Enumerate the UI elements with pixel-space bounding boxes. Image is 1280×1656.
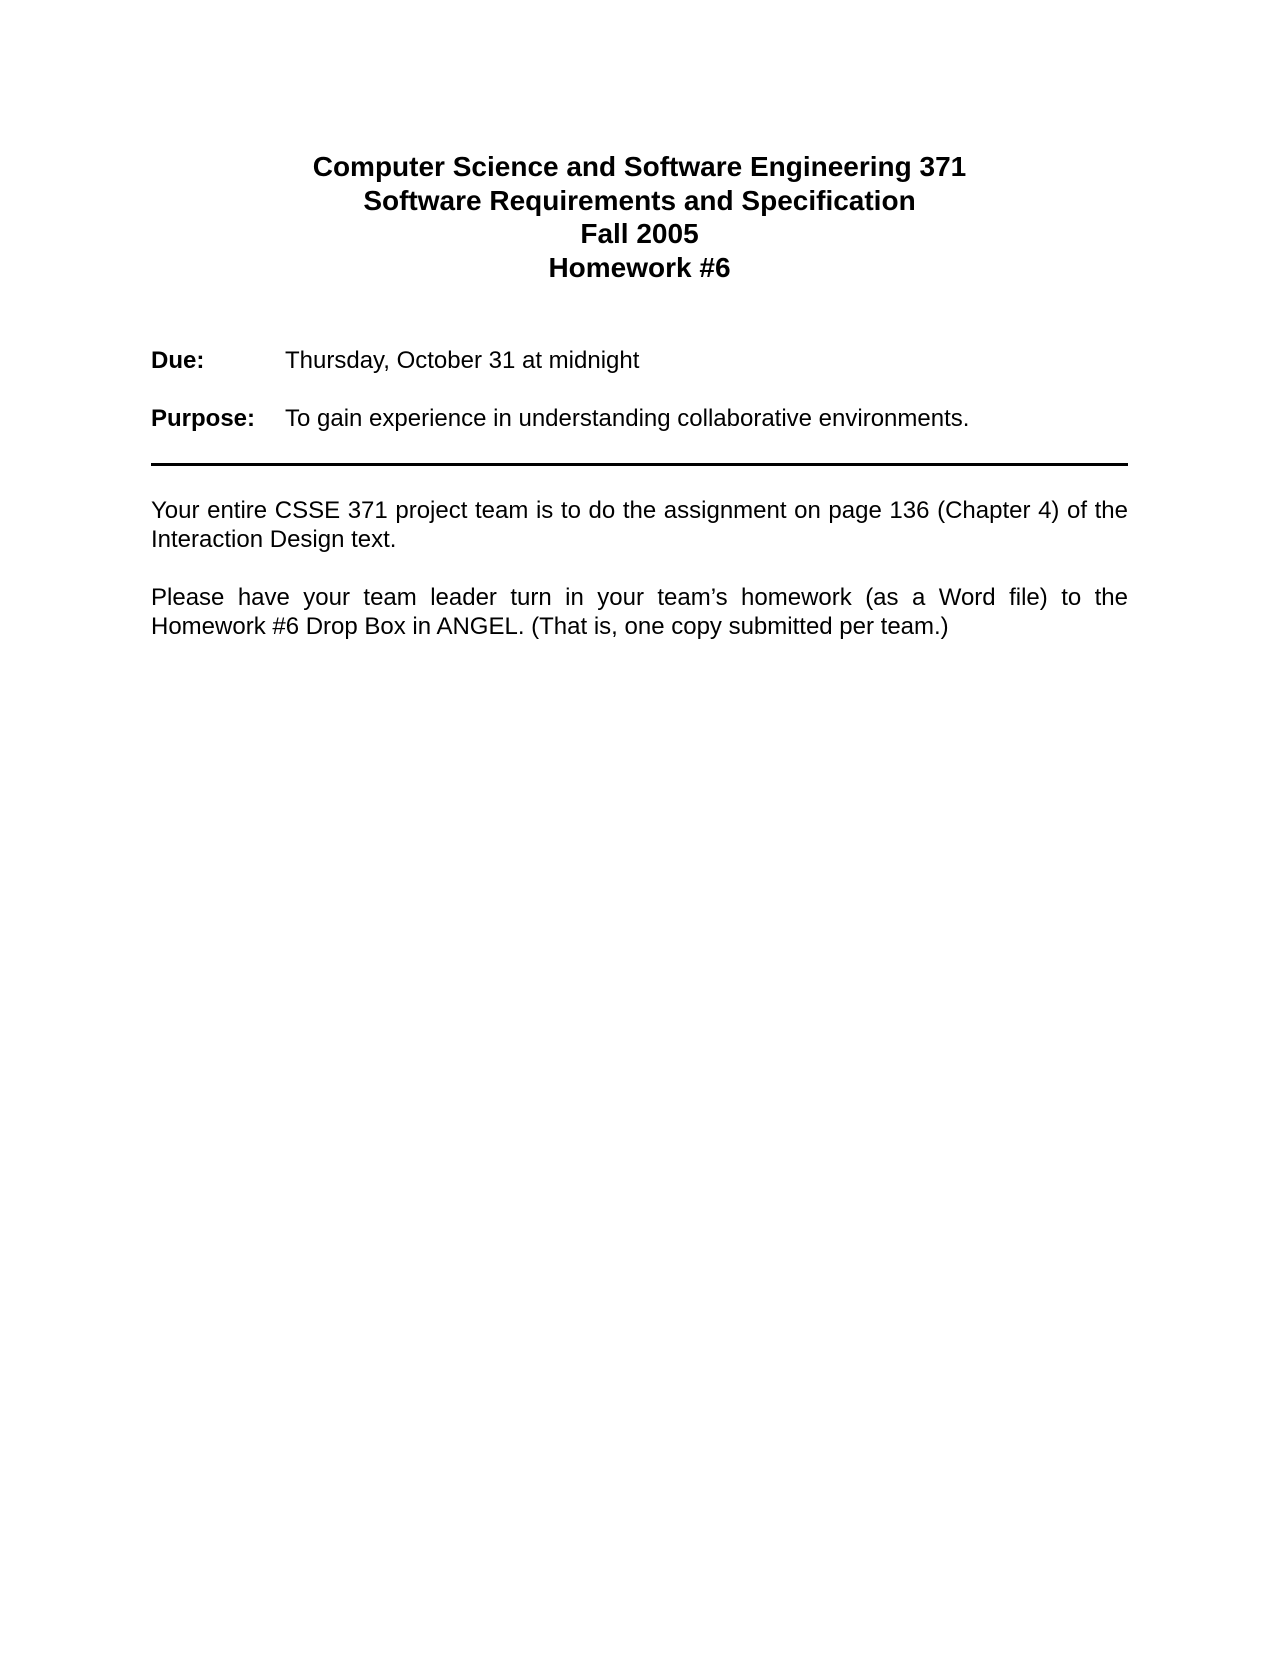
course-title: Computer Science and Software Engineering 371 — [312, 151, 967, 182]
document-title-block — [151, 150, 1128, 284]
course-subtitle: Software Requirements and Specification — [363, 184, 916, 216]
submission-paragraph: Please have your team leader turn in your team’s homework (as a Word file) to the Homework #6 Drop Box in ANGEL. (That is, one copy submitted per team.) — [151, 584, 1128, 640]
due-value: Thursday, October 31 at midnight — [285, 347, 640, 374]
due-label: Due: — [151, 347, 205, 374]
purpose-label: Purpose: — [151, 405, 256, 432]
term: Fall 2005 — [580, 218, 699, 249]
instructions-paragraph: Your entire CSSE 371 project team is to do the assignment on page 136 (Chapter 4) of the Interaction Design text. — [151, 497, 1128, 553]
purpose-value: To gain experience in understanding collaborative environments. — [285, 405, 970, 432]
assignment-title: Homework #6 — [548, 251, 731, 283]
horizontal-divider — [151, 463, 1128, 466]
